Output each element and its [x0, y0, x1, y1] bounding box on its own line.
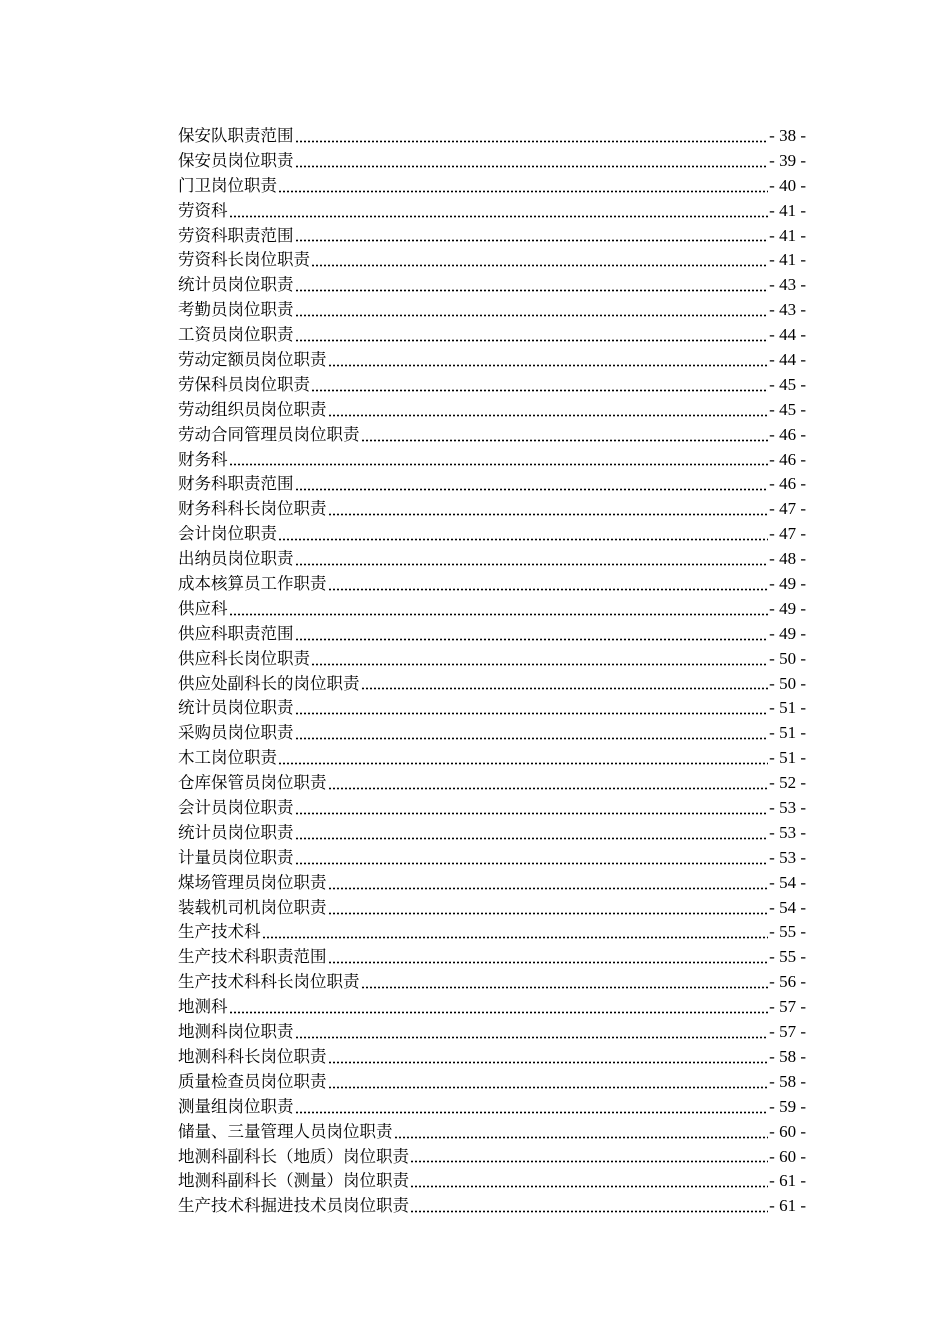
- toc-entry-title: 供应科职责范围: [178, 623, 294, 643]
- toc-entry[interactable]: [178, 1169, 806, 1194]
- toc-entry-title: 统计员岗位职责: [178, 698, 294, 718]
- toc-entry-title: 质量检查员岗位职责: [178, 1071, 327, 1091]
- toc-entry[interactable]: [178, 597, 806, 622]
- toc-entry[interactable]: [178, 323, 806, 348]
- toc-entry-title: 会计岗位职责: [178, 524, 277, 544]
- toc-entry[interactable]: [178, 672, 806, 697]
- toc-entry-page-number: - 54 -: [769, 872, 806, 892]
- toc-entry-title: 生产技术科掘进技术员岗位职责: [178, 1196, 409, 1216]
- toc-entry-page-number: - 61 -: [769, 1196, 806, 1216]
- toc-entry-title: 生产技术科科长岗位职责: [178, 972, 360, 992]
- toc-dot-leader: [295, 563, 769, 566]
- toc-dot-leader: [295, 289, 769, 292]
- toc-entry-page-number: - 52 -: [769, 773, 806, 793]
- toc-entry-page-number: - 41 -: [769, 225, 806, 245]
- toc-entry-page-number: - 56 -: [769, 972, 806, 992]
- toc-entry[interactable]: [178, 448, 806, 473]
- toc-dot-leader: [229, 463, 769, 466]
- toc-dot-leader: [328, 364, 769, 367]
- toc-dot-leader: [295, 165, 769, 168]
- toc-entry-title: 计量员岗位职责: [178, 847, 294, 867]
- toc-entry[interactable]: [178, 771, 806, 796]
- table-of-contents: [178, 124, 806, 1219]
- toc-entry[interactable]: [178, 373, 806, 398]
- toc-dot-leader: [328, 588, 769, 591]
- toc-entry-title: 煤场管理员岗位职责: [178, 872, 327, 892]
- toc-entry-title: 生产技术科: [178, 922, 261, 942]
- toc-dot-leader: [262, 936, 769, 939]
- toc-entry[interactable]: [178, 921, 806, 946]
- toc-entry-page-number: - 51 -: [769, 698, 806, 718]
- toc-entry[interactable]: [178, 1045, 806, 1070]
- toc-entry-title: 财务科科长岗位职责: [178, 499, 327, 519]
- toc-dot-leader: [295, 1111, 769, 1114]
- toc-dot-leader: [328, 513, 769, 516]
- toc-dot-leader: [295, 812, 769, 815]
- toc-dot-leader: [410, 1210, 768, 1213]
- toc-entry-title: 生产技术科职责范围: [178, 947, 327, 967]
- toc-dot-leader: [311, 389, 768, 392]
- toc-entry-title: 地测科副科长（地质）岗位职责: [178, 1146, 409, 1166]
- toc-entry-page-number: - 46 -: [769, 424, 806, 444]
- toc-entry[interactable]: [178, 721, 806, 746]
- toc-entry-page-number: - 50 -: [769, 648, 806, 668]
- toc-entry-title: 考勤员岗位职责: [178, 300, 294, 320]
- toc-dot-leader: [229, 1011, 769, 1014]
- toc-entry[interactable]: [178, 970, 806, 995]
- toc-dot-leader: [295, 488, 769, 491]
- toc-dot-leader: [328, 1061, 769, 1064]
- toc-entry-page-number: - 60 -: [769, 1146, 806, 1166]
- toc-entry-title: 采购员岗位职责: [178, 723, 294, 743]
- toc-dot-leader: [229, 215, 769, 218]
- toc-entry-title: 供应科: [178, 598, 228, 618]
- toc-entry-page-number: - 57 -: [769, 1022, 806, 1042]
- toc-entry-page-number: - 45 -: [769, 374, 806, 394]
- toc-dot-leader: [328, 787, 769, 790]
- toc-entry[interactable]: [178, 174, 806, 199]
- toc-entry-page-number: - 57 -: [769, 997, 806, 1017]
- toc-entry-page-number: - 45 -: [769, 399, 806, 419]
- toc-entry[interactable]: [178, 472, 806, 497]
- toc-entry-page-number: - 53 -: [769, 822, 806, 842]
- toc-dot-leader: [295, 314, 769, 317]
- toc-entry-title: 保安员岗位职责: [178, 150, 294, 170]
- toc-entry-title: 供应科长岗位职责: [178, 648, 310, 668]
- toc-entry-page-number: - 51 -: [769, 748, 806, 768]
- toc-dot-leader: [295, 638, 769, 641]
- toc-entry[interactable]: [178, 945, 806, 970]
- toc-entry[interactable]: [178, 149, 806, 174]
- toc-dot-leader: [295, 1036, 769, 1039]
- toc-dot-leader: [361, 986, 769, 989]
- toc-entry-page-number: - 46 -: [769, 449, 806, 469]
- toc-entry-title: 仓库保管员岗位职责: [178, 773, 327, 793]
- toc-dot-leader: [328, 887, 769, 890]
- toc-dot-leader: [361, 687, 769, 690]
- toc-entry-title: 财务科职责范围: [178, 474, 294, 494]
- toc-dot-leader: [295, 712, 769, 715]
- toc-dot-leader: [328, 961, 769, 964]
- toc-entry-page-number: - 46 -: [769, 474, 806, 494]
- toc-entry[interactable]: [178, 1145, 806, 1170]
- toc-entry-page-number: - 43 -: [769, 300, 806, 320]
- toc-entry-page-number: - 55 -: [769, 922, 806, 942]
- toc-entry-title: 木工岗位职责: [178, 748, 277, 768]
- toc-entry[interactable]: [178, 248, 806, 273]
- toc-dot-leader: [410, 1160, 768, 1163]
- toc-dot-leader: [278, 190, 768, 193]
- toc-entry-page-number: - 55 -: [769, 947, 806, 967]
- toc-entry-title: 会计员岗位职责: [178, 798, 294, 818]
- toc-entry[interactable]: [178, 995, 806, 1020]
- toc-dot-leader: [295, 837, 769, 840]
- toc-entry[interactable]: [178, 547, 806, 572]
- toc-entry[interactable]: [178, 846, 806, 871]
- toc-dot-leader: [295, 239, 769, 242]
- toc-dot-leader: [229, 613, 769, 616]
- toc-entry-title: 工资员岗位职责: [178, 325, 294, 345]
- toc-entry-title: 装载机司机岗位职责: [178, 897, 327, 917]
- toc-entry[interactable]: [178, 647, 806, 672]
- toc-dot-leader: [361, 439, 769, 442]
- toc-entry-page-number: - 53 -: [769, 847, 806, 867]
- toc-entry-page-number: - 58 -: [769, 1046, 806, 1066]
- toc-entry[interactable]: [178, 871, 806, 896]
- toc-entry-page-number: - 49 -: [769, 623, 806, 643]
- toc-entry-title: 财务科: [178, 449, 228, 469]
- toc-entry[interactable]: [178, 896, 806, 921]
- toc-entry-page-number: - 39 -: [769, 150, 806, 170]
- toc-entry[interactable]: [178, 398, 806, 423]
- toc-entry-page-number: - 44 -: [769, 350, 806, 369]
- toc-entry[interactable]: [178, 423, 806, 448]
- toc-entry[interactable]: [178, 298, 806, 323]
- toc-entry-page-number: - 49 -: [769, 574, 806, 594]
- toc-entry-page-number: - 43 -: [769, 275, 806, 295]
- toc-entry-page-number: - 60 -: [769, 1121, 806, 1141]
- toc-entry-title: 劳动合同管理员岗位职责: [178, 424, 360, 444]
- toc-entry-page-number: - 38 -: [769, 125, 806, 145]
- toc-entry-title: 劳资科职责范围: [178, 225, 294, 245]
- toc-entry-page-number: - 48 -: [769, 549, 806, 569]
- toc-entry-page-number: - 54 -: [769, 897, 806, 917]
- toc-entry-title: 劳动定额员岗位职责: [178, 350, 327, 369]
- toc-dot-leader: [295, 339, 769, 342]
- toc-entry-page-number: - 58 -: [769, 1071, 806, 1091]
- toc-dot-leader: [394, 1136, 769, 1139]
- toc-entry-title: 保安队职责范围: [178, 125, 294, 145]
- toc-entry[interactable]: [178, 1095, 806, 1120]
- toc-entry-page-number: - 41 -: [769, 250, 806, 270]
- toc-entry-title: 劳资科: [178, 200, 228, 220]
- toc-entry-title: 储量、三量管理人员岗位职责: [178, 1121, 393, 1141]
- toc-entry-page-number: - 40 -: [769, 175, 806, 195]
- toc-dot-leader: [328, 414, 769, 417]
- toc-entry-title: 成本核算员工作职责: [178, 574, 327, 594]
- toc-dot-leader: [311, 264, 768, 267]
- toc-dot-leader: [278, 762, 768, 765]
- toc-entry-title: 劳动组织员岗位职责: [178, 399, 327, 419]
- toc-entry[interactable]: [178, 572, 806, 597]
- toc-entry-title: 出纳员岗位职责: [178, 549, 294, 569]
- toc-dot-leader: [295, 862, 769, 865]
- toc-entry-title: 地测科科长岗位职责: [178, 1046, 327, 1066]
- toc-dot-leader: [295, 737, 769, 740]
- toc-entry-page-number: - 53 -: [769, 798, 806, 818]
- toc-entry-title: 门卫岗位职责: [178, 175, 277, 195]
- toc-entry[interactable]: [178, 1120, 806, 1145]
- toc-entry[interactable]: [178, 224, 806, 249]
- toc-entry-page-number: - 49 -: [769, 598, 806, 618]
- toc-dot-leader: [295, 140, 769, 143]
- toc-entry[interactable]: [178, 199, 806, 224]
- toc-dot-leader: [328, 1086, 769, 1089]
- toc-entry[interactable]: [178, 273, 806, 298]
- toc-entry-title: 供应处副科长的岗位职责: [178, 673, 360, 693]
- toc-entry-page-number: - 61 -: [769, 1171, 806, 1191]
- toc-entry[interactable]: [178, 1070, 806, 1095]
- toc-entry-title: 地测科副科长（测量）岗位职责: [178, 1171, 409, 1191]
- toc-entry[interactable]: [178, 622, 806, 647]
- toc-entry[interactable]: [178, 796, 806, 821]
- toc-entry-page-number: - 47 -: [769, 499, 806, 519]
- toc-entry-page-number: - 44 -: [769, 325, 806, 345]
- toc-entry-title: 地测科岗位职责: [178, 1022, 294, 1042]
- toc-dot-leader: [410, 1185, 768, 1188]
- toc-entry-page-number: - 47 -: [769, 524, 806, 544]
- toc-entry[interactable]: [178, 1194, 806, 1219]
- toc-entry-title: 统计员岗位职责: [178, 822, 294, 842]
- toc-entry-title: 劳资科长岗位职责: [178, 250, 310, 270]
- toc-dot-leader: [311, 663, 768, 666]
- toc-entry-title: 地测科: [178, 997, 228, 1017]
- toc-entry[interactable]: [178, 348, 806, 373]
- toc-entry-title: 测量组岗位职责: [178, 1096, 294, 1116]
- toc-entry[interactable]: [178, 497, 806, 522]
- toc-entry-title: 劳保科员岗位职责: [178, 374, 310, 394]
- toc-entry-page-number: - 51 -: [769, 723, 806, 743]
- toc-entry-page-number: - 59 -: [769, 1096, 806, 1116]
- toc-dot-leader: [328, 912, 769, 915]
- toc-dot-leader: [278, 538, 768, 541]
- toc-entry-page-number: - 50 -: [769, 673, 806, 693]
- toc-entry[interactable]: [178, 124, 806, 149]
- toc-entry-page-number: - 41 -: [769, 200, 806, 220]
- toc-entry[interactable]: [178, 1020, 806, 1045]
- toc-entry[interactable]: [178, 746, 806, 771]
- toc-entry-title: 统计员岗位职责: [178, 275, 294, 295]
- toc-entry[interactable]: [178, 522, 806, 547]
- toc-entry[interactable]: [178, 821, 806, 846]
- toc-entry[interactable]: [178, 696, 806, 721]
